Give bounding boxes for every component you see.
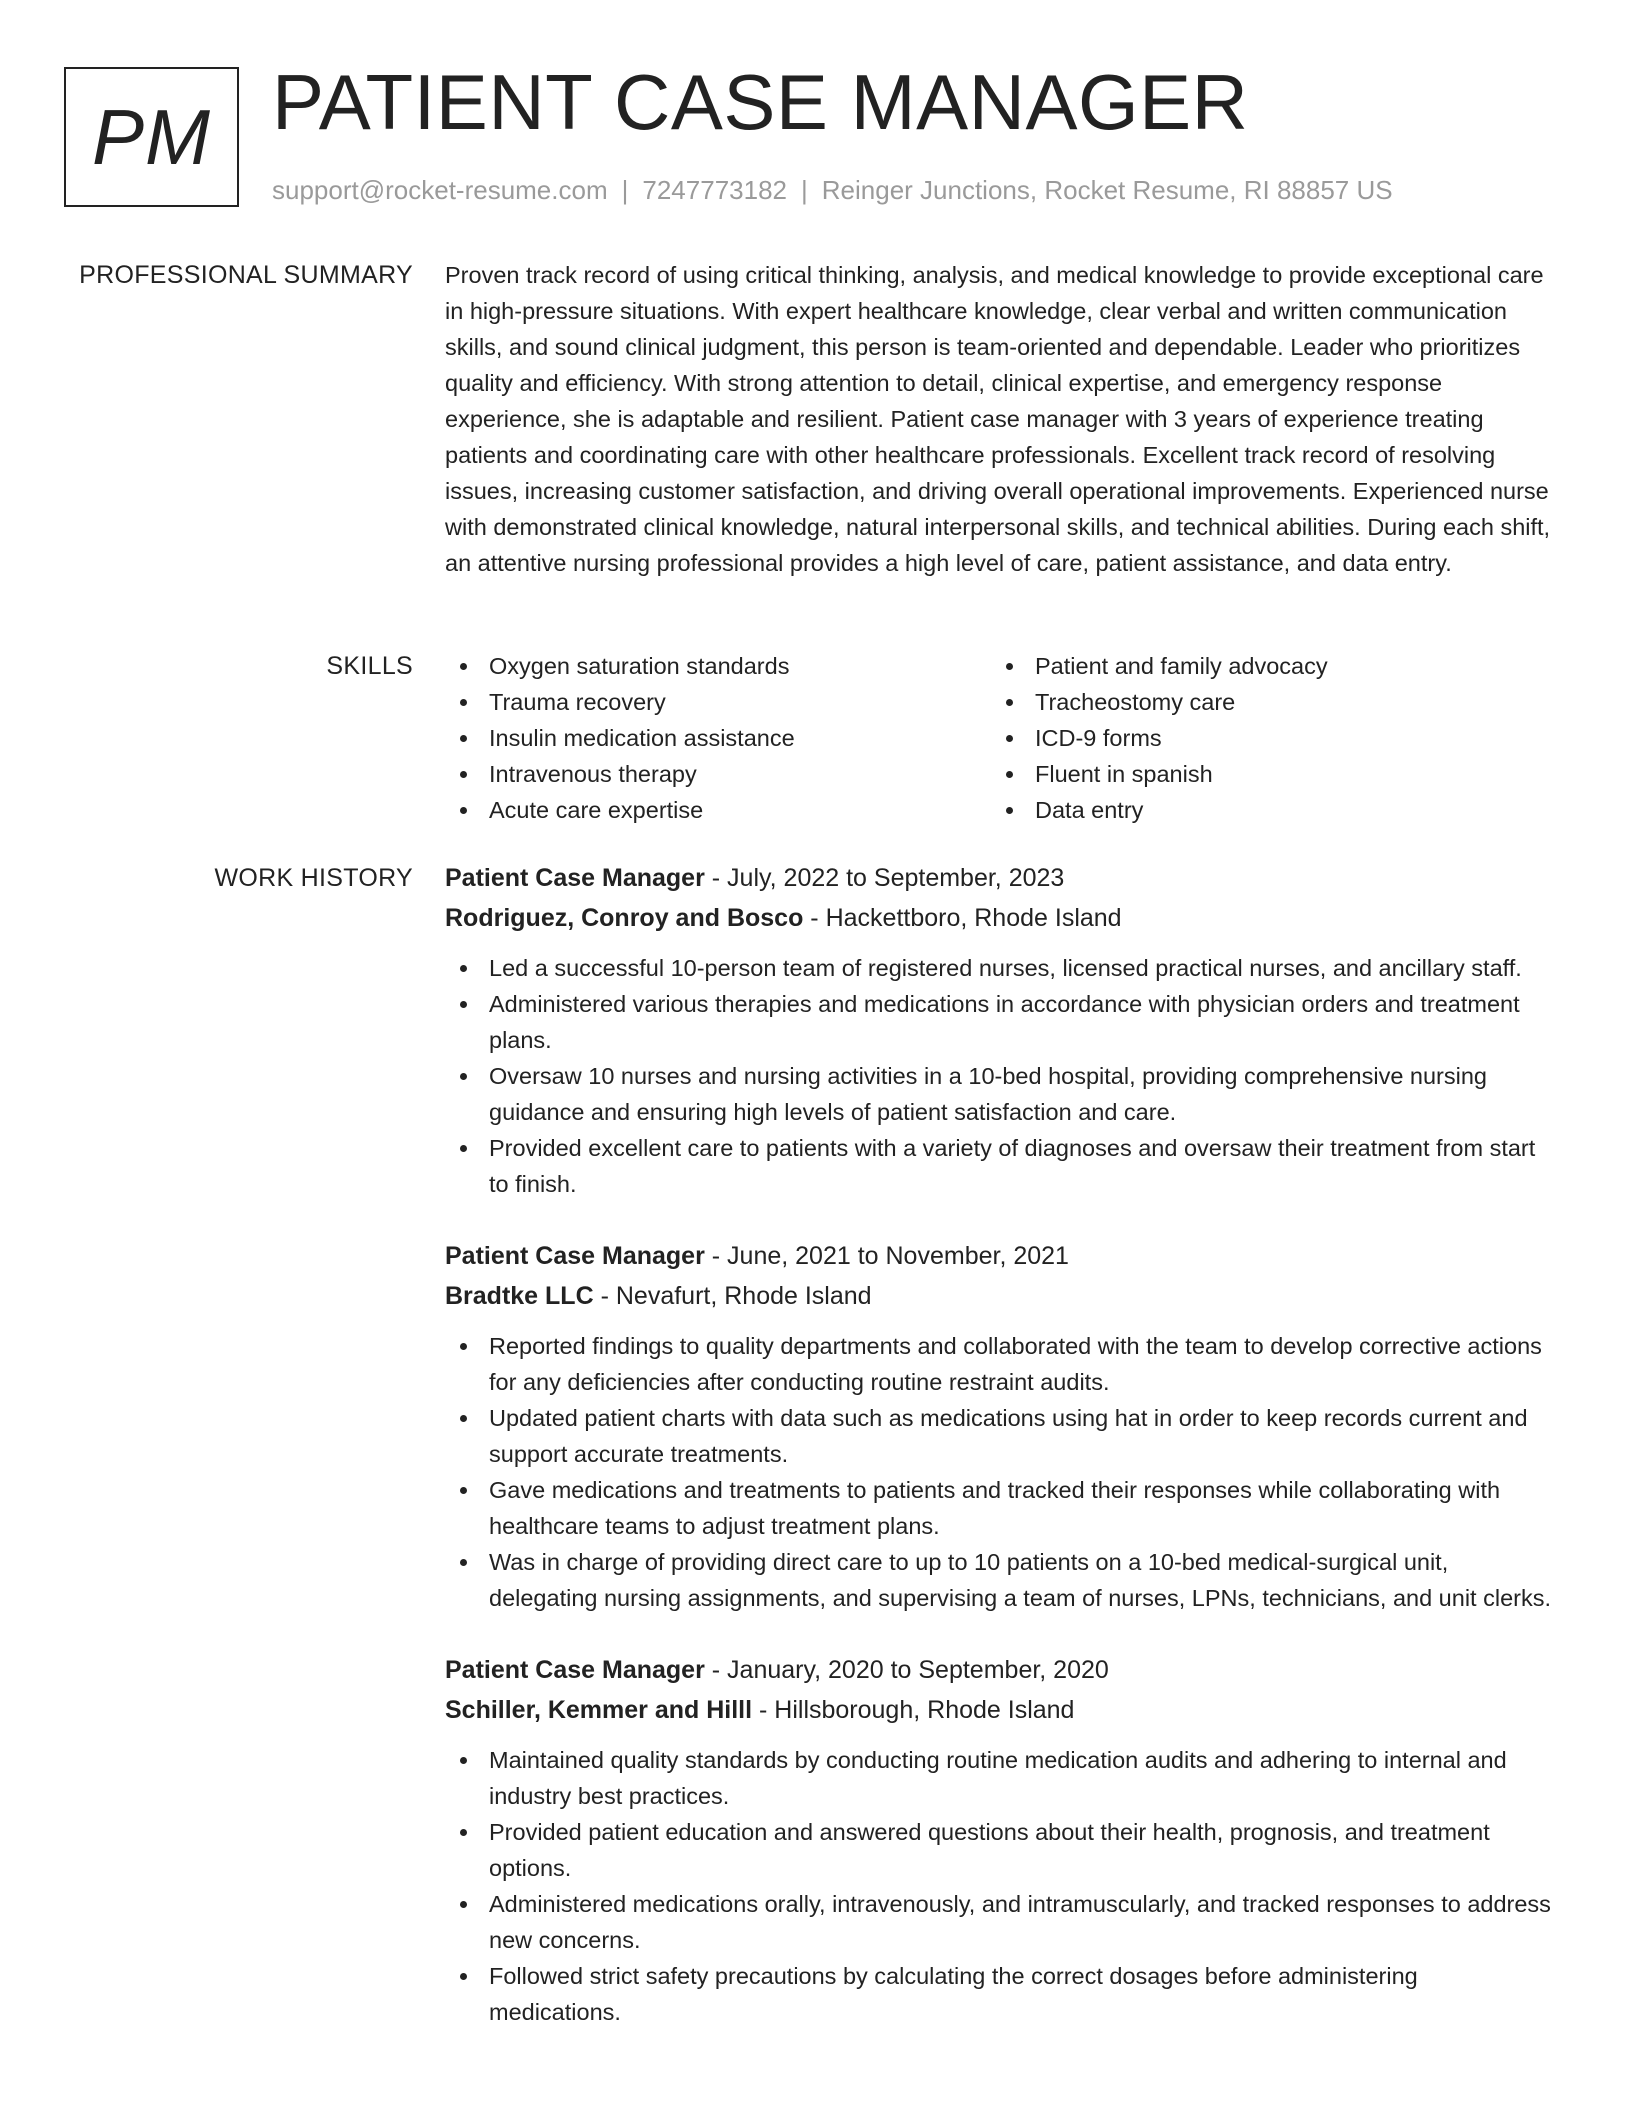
job-company-line xyxy=(445,898,1555,938)
job-company: Schiller, Kemmer and Hilll xyxy=(445,1696,753,1724)
job-bullet: Provided patient education and answered questions about their health, prognosis, and treatment options. xyxy=(445,1814,1555,1886)
monogram-badge: PM xyxy=(64,67,239,207)
skill-item: Acute care expertise xyxy=(445,792,991,828)
job-location: - Nevafurt, Rhode Island xyxy=(593,1282,872,1310)
job-location: - Hackettboro, Rhode Island xyxy=(803,904,1122,932)
skill-item: Insulin medication assistance xyxy=(445,720,991,756)
work-history-heading: WORK HISTORY xyxy=(214,864,413,892)
job-entry xyxy=(445,1650,1555,2030)
summary-text: Proven track record of using critical thinking, analysis, and medical knowledge to provide exceptional care in high-pressure situations. With expert healthcare knowledge, clear verbal and written communication skills, and sound clinical judgment, this person is team-oriented and dependable. Leader who prioritizes quality and efficiency. With strong attention to detail, clinical expertise, and emergency response experience, she is adaptable and resilient. Patient case manager with 3 years of experience treating patients and coordinating care with other healthcare professionals. Excellent track record of resolving issues, increasing customer satisfaction, and driving overall operational improvements. Experienced nurse with demonstrated clinical knowledge, natural interpersonal skills, and technical abilities. During each shift, an attentive nursing professional provides a high level of care, patient assistance, and data entry. xyxy=(445,262,1551,576)
job-title-line xyxy=(445,1650,1555,1690)
skill-item: ICD-9 forms xyxy=(991,720,1537,756)
skills-list-right xyxy=(991,648,1537,828)
skill-item: Fluent in spanish xyxy=(991,756,1537,792)
skills-body xyxy=(445,648,1555,828)
skill-item: Intravenous therapy xyxy=(445,756,991,792)
job-bullet: Followed strict safety precautions by calculating the correct dosages before administering medications. xyxy=(445,1958,1555,2030)
contact-separator: | xyxy=(801,175,808,205)
job-bullet: Was in charge of providing direct care to up to 10 patients on a 10-bed medical-surgical unit, delegating nursing assignments, and supervising a team of nurses, LPNs, technicians, and unit clerks. xyxy=(445,1544,1555,1616)
job-dates: - January, 2020 to September, 2020 xyxy=(704,1656,1109,1684)
skill-item: Trauma recovery xyxy=(445,684,991,720)
job-title-line xyxy=(445,1236,1555,1276)
job-bullets xyxy=(445,1328,1555,1616)
job-bullet: Reported findings to quality departments and collaborated with the team to develop corrective actions for any deficiencies after conducting routine restraint audits. xyxy=(445,1328,1555,1400)
job-location: - Hillsborough, Rhode Island xyxy=(752,1696,1075,1724)
job-bullet: Administered medications orally, intravenously, and intramuscularly, and tracked responses to address new concerns. xyxy=(445,1886,1555,1958)
job-bullets xyxy=(445,1742,1555,2030)
skill-item: Tracheostomy care xyxy=(991,684,1537,720)
job-company-line xyxy=(445,1276,1555,1316)
contact-separator: | xyxy=(621,175,629,205)
contact-phone: 7247773182 xyxy=(642,175,787,205)
job-bullet: Administered various therapies and medications in accordance with physician orders and treatment plans. xyxy=(445,986,1555,1058)
skills-heading: SKILLS xyxy=(326,652,413,680)
summary-body xyxy=(445,257,1555,581)
job-bullet: Updated patient charts with data such as medications using hat in order to keep records current and support accurate treatments. xyxy=(445,1400,1555,1472)
job-title: Patient Case Manager xyxy=(445,1656,705,1684)
skill-item: Data entry xyxy=(991,792,1537,828)
job-bullets xyxy=(445,950,1555,1202)
contact-email: support@rocket-resume.com xyxy=(272,175,608,205)
job-bullet: Maintained quality standards by conducting routine medication audits and adhering to internal and industry best practices. xyxy=(445,1742,1555,1814)
job-entry xyxy=(445,1236,1555,1616)
contact-address: Reinger Junctions, Rocket Resume, RI 88857 US xyxy=(821,175,1393,205)
job-entry xyxy=(445,858,1555,1202)
job-title: Patient Case Manager xyxy=(445,864,705,892)
summary-heading: PROFESSIONAL SUMMARY xyxy=(79,261,413,289)
resume-title: PATIENT CASE MANAGER xyxy=(272,58,1249,146)
work-history-body xyxy=(445,858,1555,2064)
job-title: Patient Case Manager xyxy=(445,1242,705,1270)
skill-item: Oxygen saturation standards xyxy=(445,648,991,684)
job-dates: - July, 2022 to September, 2023 xyxy=(704,864,1065,892)
job-bullet: Provided excellent care to patients with a variety of diagnoses and oversaw their treatment from start to finish. xyxy=(445,1130,1555,1202)
job-bullet: Led a successful 10-person team of registered nurses, licensed practical nurses, and ancillary staff. xyxy=(445,950,1555,986)
job-company: Rodriguez, Conroy and Bosco xyxy=(445,904,804,932)
job-dates: - June, 2021 to November, 2021 xyxy=(704,1242,1069,1270)
job-company-line xyxy=(445,1690,1555,1730)
contact-line xyxy=(272,172,1393,208)
skill-item: Patient and family advocacy xyxy=(991,648,1537,684)
job-bullet: Gave medications and treatments to patients and tracked their responses while collaborating with healthcare teams to adjust treatment plans. xyxy=(445,1472,1555,1544)
job-bullet: Oversaw 10 nurses and nursing activities in a 10-bed hospital, providing comprehensive nursing guidance and ensuring high levels of patient satisfaction and care. xyxy=(445,1058,1555,1130)
skills-list-left xyxy=(445,648,991,828)
job-title-line xyxy=(445,858,1555,898)
job-company: Bradtke LLC xyxy=(445,1282,594,1310)
